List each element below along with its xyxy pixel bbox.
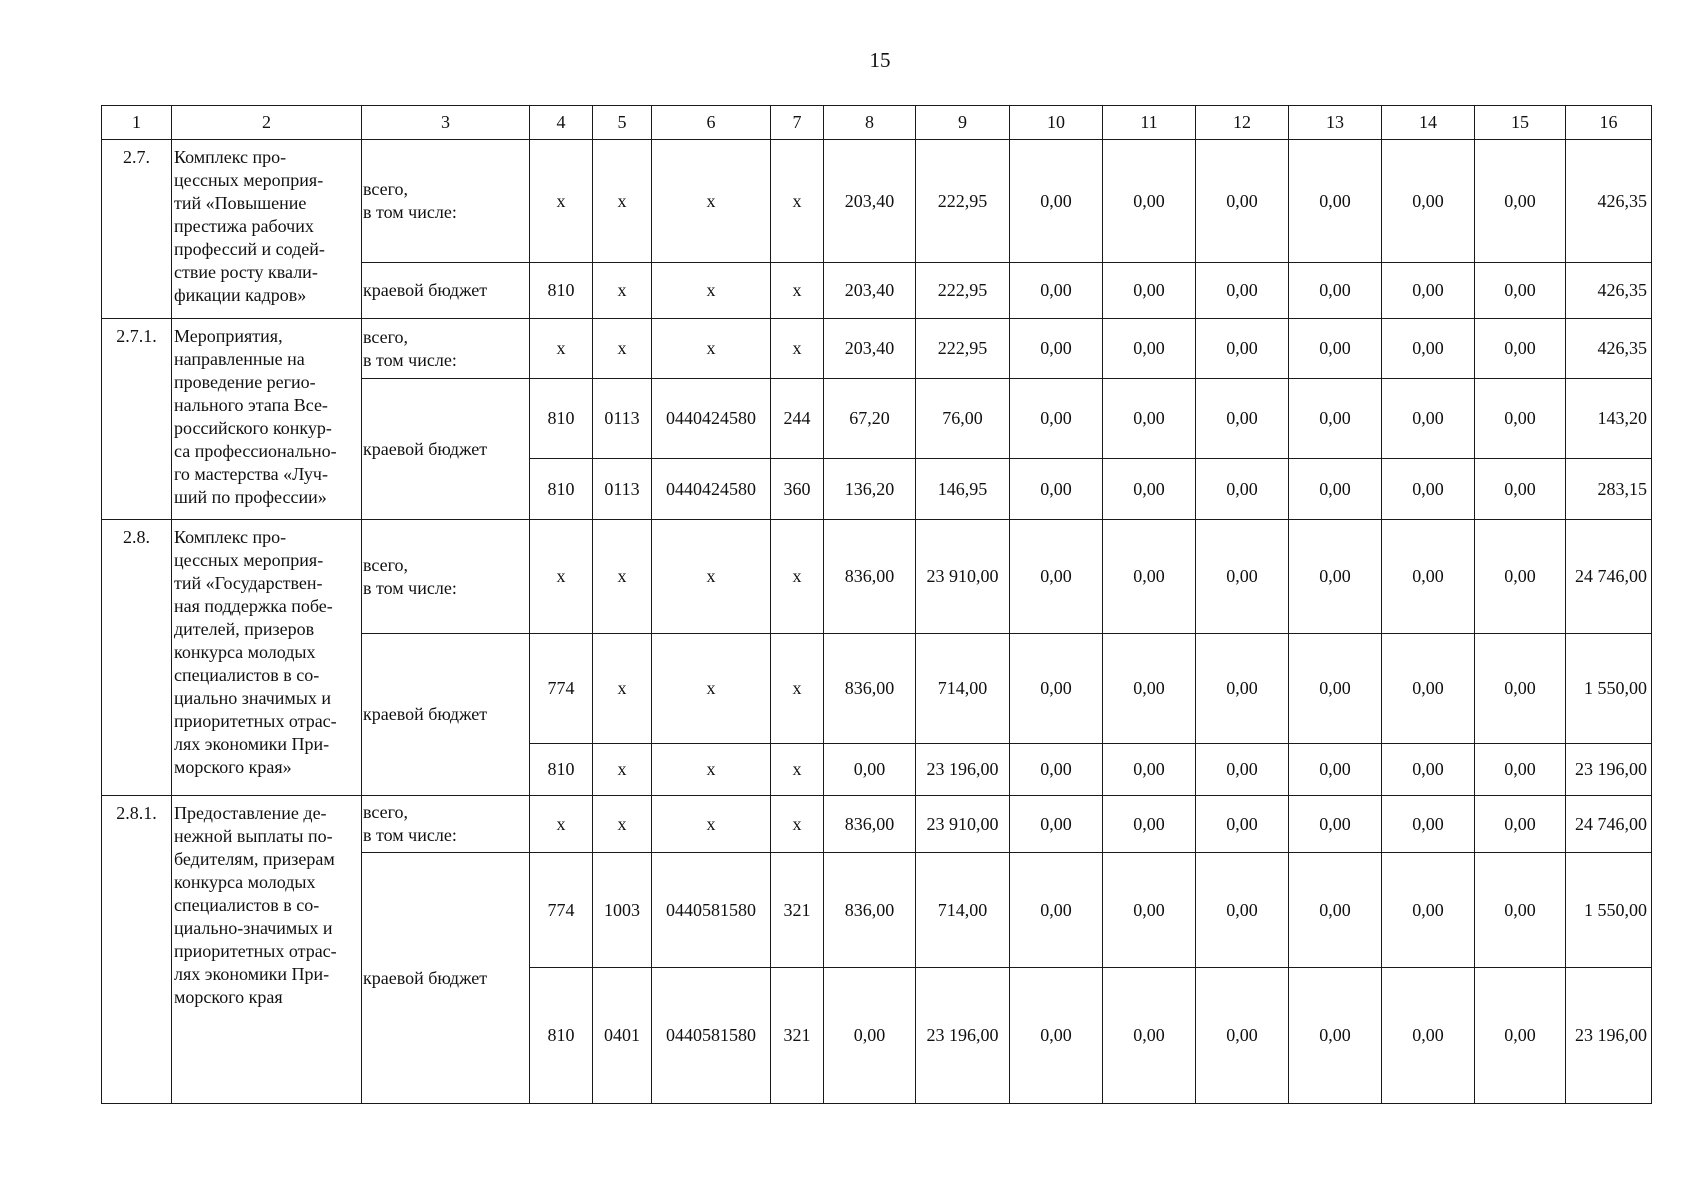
- amount-cell: 0,00: [1196, 379, 1289, 459]
- amount-cell: 0,00: [1196, 853, 1289, 968]
- amount-cell: 0,00: [1289, 796, 1382, 853]
- amount-cell: 426,35: [1566, 319, 1652, 379]
- amount-cell: 0,00: [1289, 634, 1382, 744]
- measure-name-line: морского края: [174, 987, 283, 1007]
- grbs-code: x: [530, 796, 593, 853]
- amount-cell: 0,00: [1010, 319, 1103, 379]
- section-code: 0401: [593, 968, 652, 1104]
- amount-cell: 0,00: [1010, 968, 1103, 1104]
- measure-name-line: ствие росту квали-: [174, 262, 318, 282]
- amount-cell: 0,00: [1010, 744, 1103, 796]
- grbs-code: 810: [530, 459, 593, 520]
- expense-type-code: x: [771, 140, 824, 263]
- amount-cell: 222,95: [916, 263, 1010, 319]
- row-number: 2.7.1.: [102, 319, 172, 520]
- amount-cell: 0,00: [1196, 140, 1289, 263]
- expense-type-code: x: [771, 634, 824, 744]
- target-article-code: x: [652, 796, 771, 853]
- section-code: x: [593, 634, 652, 744]
- amount-cell: 0,00: [1289, 744, 1382, 796]
- amount-cell: 0,00: [1289, 319, 1382, 379]
- measure-name-line: ший по профессии»: [174, 487, 327, 507]
- row-number: 2.8.1.: [102, 796, 172, 1104]
- amount-cell: 0,00: [1475, 634, 1566, 744]
- amount-cell: 0,00: [1289, 520, 1382, 634]
- amount-cell: 1 550,00: [1566, 634, 1652, 744]
- funding-source-line: в том числе:: [363, 349, 457, 370]
- measure-name-line: морского края»: [174, 757, 292, 777]
- measure-name-line: проведение регио-: [174, 372, 316, 392]
- amount-cell: 0,00: [1010, 459, 1103, 520]
- amount-cell: 0,00: [1475, 853, 1566, 968]
- measure-name-line: ная поддержка побе-: [174, 596, 333, 616]
- grbs-code: 810: [530, 263, 593, 319]
- section-code: x: [593, 319, 652, 379]
- section-code: x: [593, 140, 652, 263]
- amount-cell: 0,00: [1196, 263, 1289, 319]
- amount-cell: 24 746,00: [1566, 520, 1652, 634]
- amount-cell: 0,00: [1196, 520, 1289, 634]
- amount-cell: 203,40: [824, 140, 916, 263]
- measure-name-line: Предоставление де-: [174, 803, 327, 823]
- amount-cell: 24 746,00: [1566, 796, 1652, 853]
- header-cell: 1: [102, 106, 172, 140]
- measure-name-line: лях экономики При-: [174, 964, 330, 984]
- amount-cell: 0,00: [1103, 744, 1196, 796]
- amount-cell: 0,00: [1010, 796, 1103, 853]
- measure-name-line: циально значимых и: [174, 688, 332, 708]
- amount-cell: 0,00: [1103, 319, 1196, 379]
- amount-cell: 0,00: [1196, 744, 1289, 796]
- row-number: 2.8.: [102, 520, 172, 796]
- amount-cell: 0,00: [1196, 634, 1289, 744]
- header-cell: 6: [652, 106, 771, 140]
- header-cell: 5: [593, 106, 652, 140]
- amount-cell: 0,00: [1382, 853, 1475, 968]
- measure-name-line: цессных мероприя-: [174, 550, 324, 570]
- funding-source-line: краевой бюджет: [363, 967, 488, 988]
- funding-source-line: всего,: [363, 802, 409, 822]
- header-cell: 16: [1566, 106, 1652, 140]
- target-article-code: x: [652, 520, 771, 634]
- funding-source-line: краевой бюджет: [363, 280, 488, 300]
- section-code: x: [593, 796, 652, 853]
- amount-cell: 0,00: [1010, 140, 1103, 263]
- amount-cell: 0,00: [1382, 968, 1475, 1104]
- amount-cell: 0,00: [1382, 319, 1475, 379]
- expense-type-code: 321: [771, 853, 824, 968]
- amount-cell: 0,00: [1010, 520, 1103, 634]
- amount-cell: 0,00: [1103, 520, 1196, 634]
- measure-name-line: нежной выплаты по-: [174, 826, 333, 846]
- amount-cell: 0,00: [1289, 459, 1382, 520]
- table-row: [102, 319, 1652, 379]
- amount-cell: 23 910,00: [916, 520, 1010, 634]
- amount-cell: 0,00: [824, 744, 916, 796]
- amount-cell: 0,00: [1382, 263, 1475, 319]
- measure-name-line: конкурса молодых: [174, 642, 316, 662]
- header-cell: 15: [1475, 106, 1566, 140]
- amount-cell: 836,00: [824, 520, 916, 634]
- measure-name-line: направленные на: [174, 349, 305, 369]
- amount-cell: 222,95: [916, 140, 1010, 263]
- funding-source: [362, 634, 530, 796]
- measure-name-line: приоритетных отрас-: [174, 941, 337, 961]
- header-cell: 14: [1382, 106, 1475, 140]
- amount-cell: 146,95: [916, 459, 1010, 520]
- grbs-code: x: [530, 520, 593, 634]
- amount-cell: 0,00: [1103, 634, 1196, 744]
- amount-cell: 714,00: [916, 634, 1010, 744]
- expense-type-code: x: [771, 263, 824, 319]
- measure-name: [172, 520, 362, 796]
- section-code: x: [593, 744, 652, 796]
- amount-cell: 714,00: [916, 853, 1010, 968]
- amount-cell: 0,00: [1196, 968, 1289, 1104]
- section-code: x: [593, 263, 652, 319]
- funding-source: [362, 796, 530, 853]
- amount-cell: 836,00: [824, 796, 916, 853]
- amount-cell: 0,00: [1103, 459, 1196, 520]
- amount-cell: 0,00: [1382, 520, 1475, 634]
- amount-cell: 0,00: [1475, 796, 1566, 853]
- amount-cell: 0,00: [1289, 853, 1382, 968]
- amount-cell: 426,35: [1566, 263, 1652, 319]
- amount-cell: 222,95: [916, 319, 1010, 379]
- table-row: [102, 140, 1652, 263]
- funding-source-line: в том числе:: [363, 202, 457, 222]
- target-article-code: x: [652, 744, 771, 796]
- page-number: 15: [869, 48, 891, 72]
- funding-source-line: всего,: [363, 326, 409, 347]
- expense-type-code: 360: [771, 459, 824, 520]
- target-article-code: 0440581580: [652, 853, 771, 968]
- measure-name-line: дителей, призеров: [174, 619, 315, 639]
- target-article-code: 0440424580: [652, 379, 771, 459]
- funding-source: [362, 263, 530, 319]
- measure-name-line: конкурса молодых: [174, 872, 316, 892]
- amount-cell: 76,00: [916, 379, 1010, 459]
- funding-source-line: краевой бюджет: [363, 438, 488, 459]
- amount-cell: 23 196,00: [1566, 968, 1652, 1104]
- expense-type-code: x: [771, 796, 824, 853]
- amount-cell: 836,00: [824, 634, 916, 744]
- budget-table: [101, 105, 1652, 1104]
- amount-cell: 136,20: [824, 459, 916, 520]
- grbs-code: 774: [530, 634, 593, 744]
- header-cell: 9: [916, 106, 1010, 140]
- grbs-code: x: [530, 140, 593, 263]
- measure-name-line: Комплекс про-: [174, 147, 287, 167]
- measure-name-line: престижа рабочих: [174, 216, 314, 236]
- measure-name-line: профессий и содей-: [174, 239, 325, 259]
- measure-name-line: са профессионально-: [174, 441, 337, 461]
- funding-source-line: всего,: [363, 179, 409, 199]
- amount-cell: 0,00: [1382, 459, 1475, 520]
- funding-source-line: в том числе:: [363, 577, 457, 598]
- amount-cell: 0,00: [1475, 263, 1566, 319]
- amount-cell: 0,00: [1289, 968, 1382, 1104]
- target-article-code: x: [652, 634, 771, 744]
- measure-name-line: тий «Государствен-: [174, 573, 323, 593]
- amount-cell: 0,00: [1382, 379, 1475, 459]
- header-cell: 7: [771, 106, 824, 140]
- expense-type-code: x: [771, 520, 824, 634]
- header-row: [102, 106, 1652, 140]
- amount-cell: 0,00: [1382, 634, 1475, 744]
- target-article-code: x: [652, 263, 771, 319]
- measure-name-line: цессных мероприя-: [174, 170, 324, 190]
- funding-source: [362, 520, 530, 634]
- target-article-code: 0440424580: [652, 459, 771, 520]
- table-body: [102, 106, 1652, 1104]
- measure-name-line: специалистов в со-: [174, 895, 320, 915]
- expense-type-code: 321: [771, 968, 824, 1104]
- amount-cell: 0,00: [1103, 796, 1196, 853]
- measure-name-line: нального этапа Все-: [174, 395, 328, 415]
- amount-cell: 836,00: [824, 853, 916, 968]
- expense-type-code: x: [771, 319, 824, 379]
- amount-cell: 203,40: [824, 263, 916, 319]
- amount-cell: 0,00: [1103, 853, 1196, 968]
- header-cell: 8: [824, 106, 916, 140]
- amount-cell: 0,00: [1196, 319, 1289, 379]
- amount-cell: 203,40: [824, 319, 916, 379]
- grbs-code: 774: [530, 853, 593, 968]
- amount-cell: 0,00: [1010, 379, 1103, 459]
- measure-name-line: го мастерства «Луч-: [174, 464, 328, 484]
- amount-cell: 283,15: [1566, 459, 1652, 520]
- measure-name-line: фикации кадров»: [174, 285, 307, 305]
- amount-cell: 0,00: [1196, 459, 1289, 520]
- measure-name-line: циально-значимых и: [174, 918, 333, 938]
- grbs-code: x: [530, 319, 593, 379]
- measure-name-line: специалистов в со-: [174, 665, 320, 685]
- grbs-code: 810: [530, 968, 593, 1104]
- row-number: 2.7.: [102, 140, 172, 319]
- funding-source-line: краевой бюджет: [363, 704, 488, 724]
- funding-source-line: в том числе:: [363, 825, 457, 845]
- table-row: [102, 796, 1652, 853]
- amount-cell: 0,00: [1475, 520, 1566, 634]
- amount-cell: 0,00: [824, 968, 916, 1104]
- amount-cell: 426,35: [1566, 140, 1652, 263]
- target-article-code: x: [652, 140, 771, 263]
- header-cell: 10: [1010, 106, 1103, 140]
- amount-cell: 23 910,00: [916, 796, 1010, 853]
- header-cell: 12: [1196, 106, 1289, 140]
- amount-cell: 0,00: [1103, 968, 1196, 1104]
- amount-cell: 0,00: [1382, 744, 1475, 796]
- measure-name-line: российского конкур-: [174, 418, 332, 438]
- measure-name-line: тий «Повышение: [174, 193, 307, 213]
- amount-cell: 0,00: [1382, 796, 1475, 853]
- funding-source: [362, 853, 530, 1104]
- header-cell: 2: [172, 106, 362, 140]
- amount-cell: 0,00: [1382, 140, 1475, 263]
- target-article-code: x: [652, 319, 771, 379]
- amount-cell: 23 196,00: [916, 744, 1010, 796]
- grbs-code: 810: [530, 744, 593, 796]
- header-cell: 13: [1289, 106, 1382, 140]
- amount-cell: 23 196,00: [1566, 744, 1652, 796]
- amount-cell: 23 196,00: [916, 968, 1010, 1104]
- measure-name-line: Комплекс про-: [174, 527, 287, 547]
- header-cell: 11: [1103, 106, 1196, 140]
- amount-cell: 1 550,00: [1566, 853, 1652, 968]
- expense-type-code: x: [771, 744, 824, 796]
- amount-cell: 0,00: [1475, 459, 1566, 520]
- measure-name: [172, 319, 362, 520]
- measure-name-line: бедителям, призерам: [174, 849, 335, 869]
- amount-cell: 0,00: [1103, 379, 1196, 459]
- amount-cell: 0,00: [1103, 263, 1196, 319]
- funding-source: [362, 319, 530, 379]
- amount-cell: 0,00: [1289, 140, 1382, 263]
- expense-type-code: 244: [771, 379, 824, 459]
- measure-name: [172, 796, 362, 1104]
- section-code: x: [593, 520, 652, 634]
- amount-cell: 0,00: [1475, 319, 1566, 379]
- amount-cell: 0,00: [1289, 379, 1382, 459]
- target-article-code: 0440581580: [652, 968, 771, 1104]
- funding-source: [362, 140, 530, 263]
- section-code: 0113: [593, 459, 652, 520]
- amount-cell: 0,00: [1289, 263, 1382, 319]
- measure-name-line: Мероприятия,: [174, 326, 283, 346]
- header-cell: 3: [362, 106, 530, 140]
- amount-cell: 67,20: [824, 379, 916, 459]
- amount-cell: 0,00: [1010, 853, 1103, 968]
- funding-source-line: всего,: [363, 554, 409, 575]
- measure-name-line: приоритетных отрас-: [174, 711, 337, 731]
- funding-source: [362, 379, 530, 520]
- amount-cell: 143,20: [1566, 379, 1652, 459]
- grbs-code: 810: [530, 379, 593, 459]
- table-row: [102, 520, 1652, 634]
- amount-cell: 0,00: [1475, 379, 1566, 459]
- amount-cell: 0,00: [1475, 744, 1566, 796]
- amount-cell: 0,00: [1010, 263, 1103, 319]
- measure-name-line: лях экономики При-: [174, 734, 330, 754]
- amount-cell: 0,00: [1196, 796, 1289, 853]
- section-code: 0113: [593, 379, 652, 459]
- header-cell: 4: [530, 106, 593, 140]
- amount-cell: 0,00: [1475, 968, 1566, 1104]
- measure-name: [172, 140, 362, 319]
- amount-cell: 0,00: [1010, 634, 1103, 744]
- amount-cell: 0,00: [1103, 140, 1196, 263]
- section-code: 1003: [593, 853, 652, 968]
- amount-cell: 0,00: [1475, 140, 1566, 263]
